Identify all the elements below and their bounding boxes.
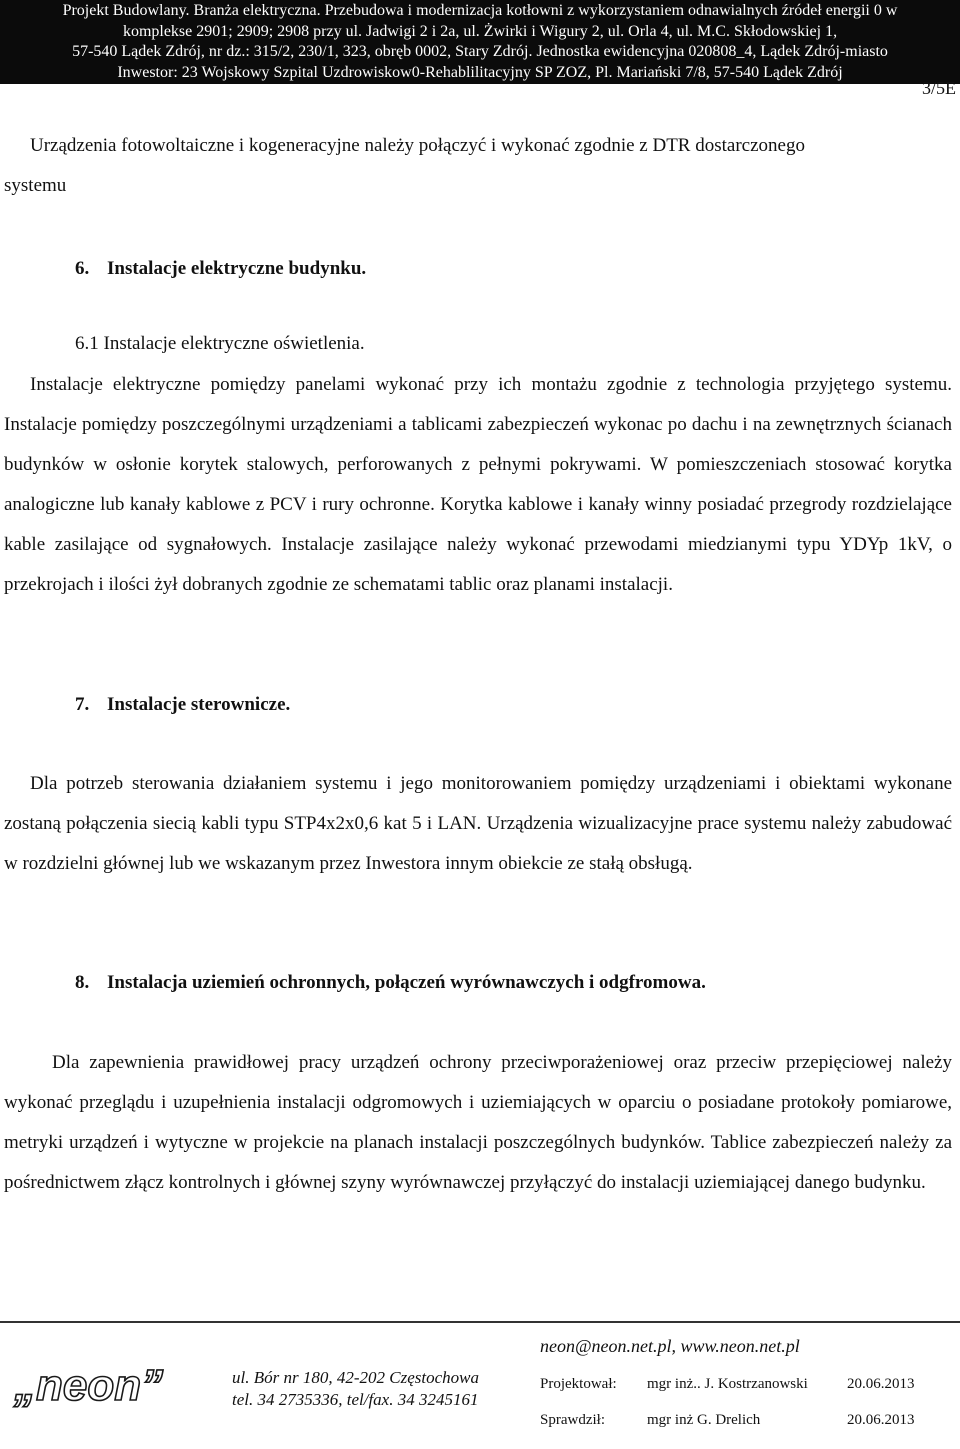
row-name: mgr inż.. J. Kostrzanowski bbox=[647, 1375, 808, 1392]
document-header bbox=[0, 0, 960, 84]
section-6-1-body: Instalacje elektryczne pomiędzy panelami wykonać przy ich montażu zgodnie z technologia przyjętego systemu. Instalacje pomiędzy poszczególnymi urządzeniami a tablicami zabezpieczeń wykonac po dachu i na zewnętrznych ścianach budynków w osłonie korytek stalowych, perforowanych z pełnymi pokrywami. W pomieszczeniach stosować korytka analogiczne lub kanały kablowe z PCV i rury ochronne. Korytka kablowe i kanały winny posiadać przegrody rozdzielające kable zasilające od sygnałowych. Instalacje zasilające należy wykonać przewodami miedzianymi typu YDYp 1kV, o przekrojach i ilości żył dobranych zgodnie ze schematami tablic oraz planami instalacji. bbox=[4, 374, 952, 595]
row-label: Projektował: bbox=[540, 1375, 617, 1392]
header-line: komplekse 2901; 2909; 2908 przy ul. Jadwigi 2 i 2a, ul. Żwirki i Wigury 2, ul. Orla 4, ul. M.C. Skłodowskiej 1, bbox=[122, 22, 838, 40]
section-title: Instalacja uziemień ochronnych, połączeń wyrównawczych i odgfromowa. bbox=[107, 972, 706, 993]
footer-row-checked bbox=[540, 1402, 960, 1438]
row-label: Sprawdził: bbox=[540, 1411, 605, 1428]
intro-line: Urządzenia fotowoltaiczne i kogeneracyjne należy połączyć i wykonać zgodnie z DTR dostarczonego bbox=[30, 135, 805, 156]
header-line: Inwestor: 23 Wojskowy Szpital Uzdrowiskow0-Rehablilitacyjny SP ZOZ, Pl. Mariański 7/8, 57-540 Lądek Zdrój bbox=[117, 63, 843, 81]
contact-row bbox=[540, 1326, 960, 1366]
section-6-heading bbox=[75, 257, 366, 281]
row-date: 20.06.2013 bbox=[847, 1375, 915, 1392]
section-number: 6. bbox=[75, 258, 90, 279]
section-7-body: Dla potrzeb sterowania działaniem systemu i jego monitorowaniem pomiędzy urządzeniami i obiektami wykonane zostaną połączenia siecią kabli typu STP4x2x0,6 kat 5 i LAN. Urządzenia wizualizacyjne prace systemu należy zabudować w rozdzielni głównej lub we wskazanym przez Inwestora innym obiekcie ze stałą obsługą. bbox=[4, 773, 952, 874]
neon-logo-graphic bbox=[10, 1352, 200, 1422]
footer-divider bbox=[0, 1321, 960, 1323]
section-8-body: Dla zapewnienia prawidłowej pracy urządzeń ochrony przeciwporażeniowej oraz przeciw przepięciowej należy wykonać przeglądu i uzupełnienia instalacji odgromowych i uziemiających w oparciu o posiadane protokoły pomiarowe, metryki urządzeń i wytyczne w projekcie na planach instalacji poszczególnych budynków. Tablice zabezpieczeń należy za pośrednictwem złącz kontrolnych i głównej szyny wyrównawczej przyłączyć do instalacji uziemiającej danego budynku. bbox=[4, 1052, 952, 1193]
section-title: Instalacje elektryczne budynku. bbox=[107, 258, 367, 279]
page-number: 3/5E bbox=[922, 78, 956, 98]
company-address bbox=[232, 1367, 479, 1411]
address-line: ul. Bór nr 180, 42-202 Częstochowa bbox=[232, 1368, 479, 1387]
contact-info: neon@neon.net.pl, www.neon.net.pl bbox=[540, 1335, 800, 1356]
section-title: Instalacje sterownicze. bbox=[107, 694, 291, 715]
footer-table bbox=[540, 1326, 960, 1438]
section-number: 7. bbox=[75, 694, 90, 715]
section-number: 8. bbox=[75, 972, 90, 993]
row-name: mgr inż G. Drelich bbox=[647, 1411, 761, 1428]
intro-line-continued: systemu bbox=[4, 175, 67, 196]
section-6-1-heading: 6.1 Instalacje elektryczne oświetlenia. bbox=[75, 333, 365, 354]
section-7-heading bbox=[75, 693, 290, 717]
section-8-heading bbox=[75, 971, 706, 995]
header-line: Projekt Budowlany. Branża elektryczna. Przebudowa i modernizacja kotłowni z wykorzystaniem odnawialnych źródeł energii 0 w bbox=[62, 2, 898, 19]
footer-row-designed bbox=[540, 1366, 960, 1402]
address-line: tel. 34 2735336, tel/fax. 34 3245161 bbox=[232, 1390, 479, 1409]
neon-logo bbox=[10, 1352, 200, 1422]
header-line: 57-540 Lądek Zdrój, nr dz.: 315/2, 230/1, 323, obręb 0002, Stary Zdrój. Jednostka ewidencyjna 020808_4, Lądek Zdrój-miasto bbox=[72, 43, 888, 60]
neon-logo-text: „neon” bbox=[14, 1361, 164, 1410]
row-date: 20.06.2013 bbox=[847, 1411, 915, 1428]
